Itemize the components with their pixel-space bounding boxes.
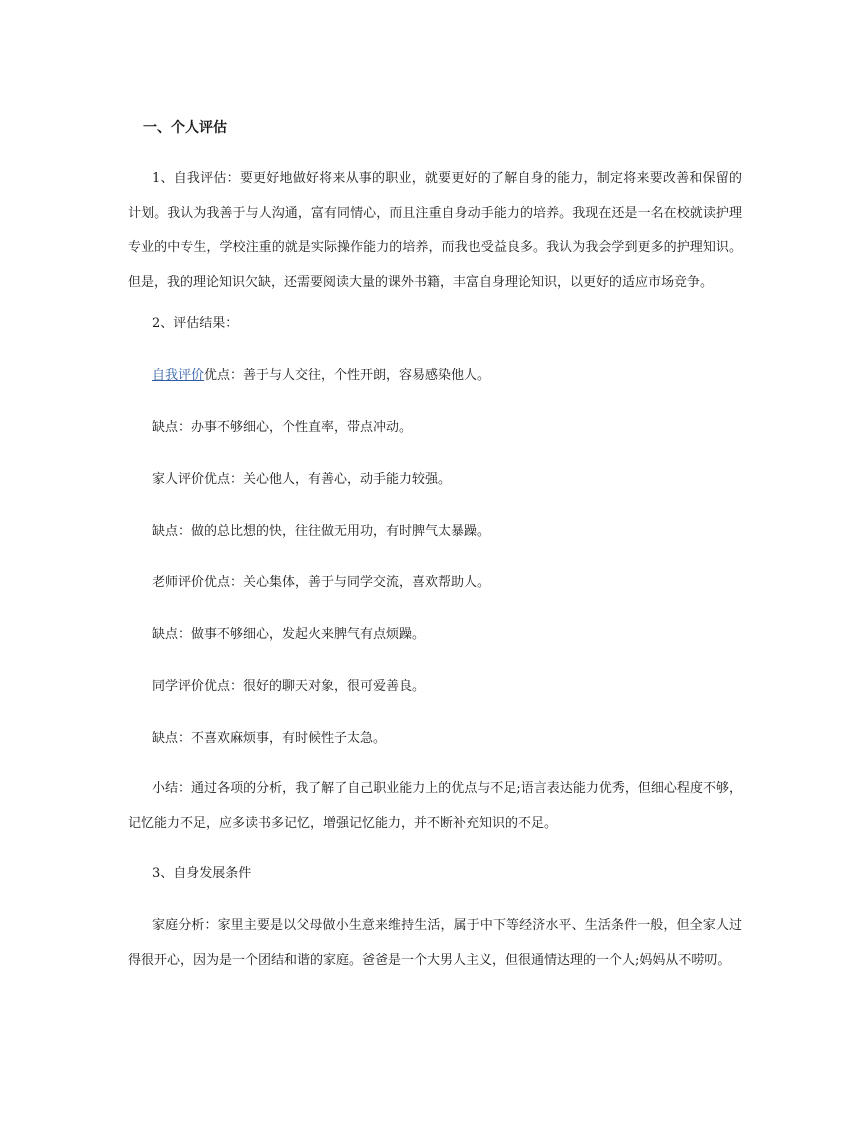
- self-eval-line: [152, 366, 490, 386]
- teacher-weakness: 缺点：做事不够细心，发起火来脾气有点烦躁。: [152, 627, 426, 642]
- self-assessment-paragraph: 1、自我评估：要更好地做好将来从事的职业，就要更好的了解自身的能力，制定将来要改善和保留的计划。我认为我善于与人沟通，富有同情心，而且注重自身动手能力的培养。我现在还是一名在校就读护理专业的中专生，学校注重的就是实际操作能力的培养，而我也受益良多。我认为我会学到更多的护理知识。但是，我的理论知识欠缺，还需要阅读大量的课外书籍，丰富自身理论知识，以更好的适应市场竞争。: [128, 171, 742, 290]
- section-heading: 一、个人评估: [143, 120, 227, 136]
- self-eval-link[interactable]: 自我评价: [152, 368, 205, 383]
- classmate-weakness: 缺点：不喜欢麻烦事，有时候性子太急。: [152, 731, 387, 746]
- family-analysis-paragraph: 家庭分析：家里主要是以父母做小生意来维持生活，属于中下等经济水平、生活条件一般，但全家人过得很开心，因为是一个团结和谐的家庭。爸爸是一个大男人主义，但很通情达理的一个人;妈妈从不唠叨。: [128, 918, 742, 968]
- teacher-strength: 老师评价优点：关心集体，善于与同学交流，喜欢帮助人。: [152, 575, 491, 590]
- summary-paragraph: 小结：通过各项的分析，我了解了自己职业能力上的优点与不足;语言表达能力优秀，但细心程度不够，记忆能力不足，应多读书多记忆，增强记忆能力，并不断补充知识的不足。: [128, 781, 742, 831]
- family-weakness: 缺点：做的总比想的快，往往做无用功，有时脾气太暴躁。: [152, 524, 491, 539]
- conditions-title: 3、自身发展条件: [152, 866, 252, 881]
- self-weakness: 缺点：办事不够细心，个性直率，带点冲动。: [152, 420, 413, 435]
- family-strength: 家人评价优点：关心他人，有善心，动手能力较强。: [152, 472, 452, 487]
- classmate-strength: 同学评价优点：很好的聊天对象，很可爱善良。: [152, 679, 426, 694]
- results-title: 2、评估结果：: [152, 316, 239, 331]
- self-eval-text: 优点：善于与人交往，个性开朗，容易感染他人。: [204, 368, 491, 383]
